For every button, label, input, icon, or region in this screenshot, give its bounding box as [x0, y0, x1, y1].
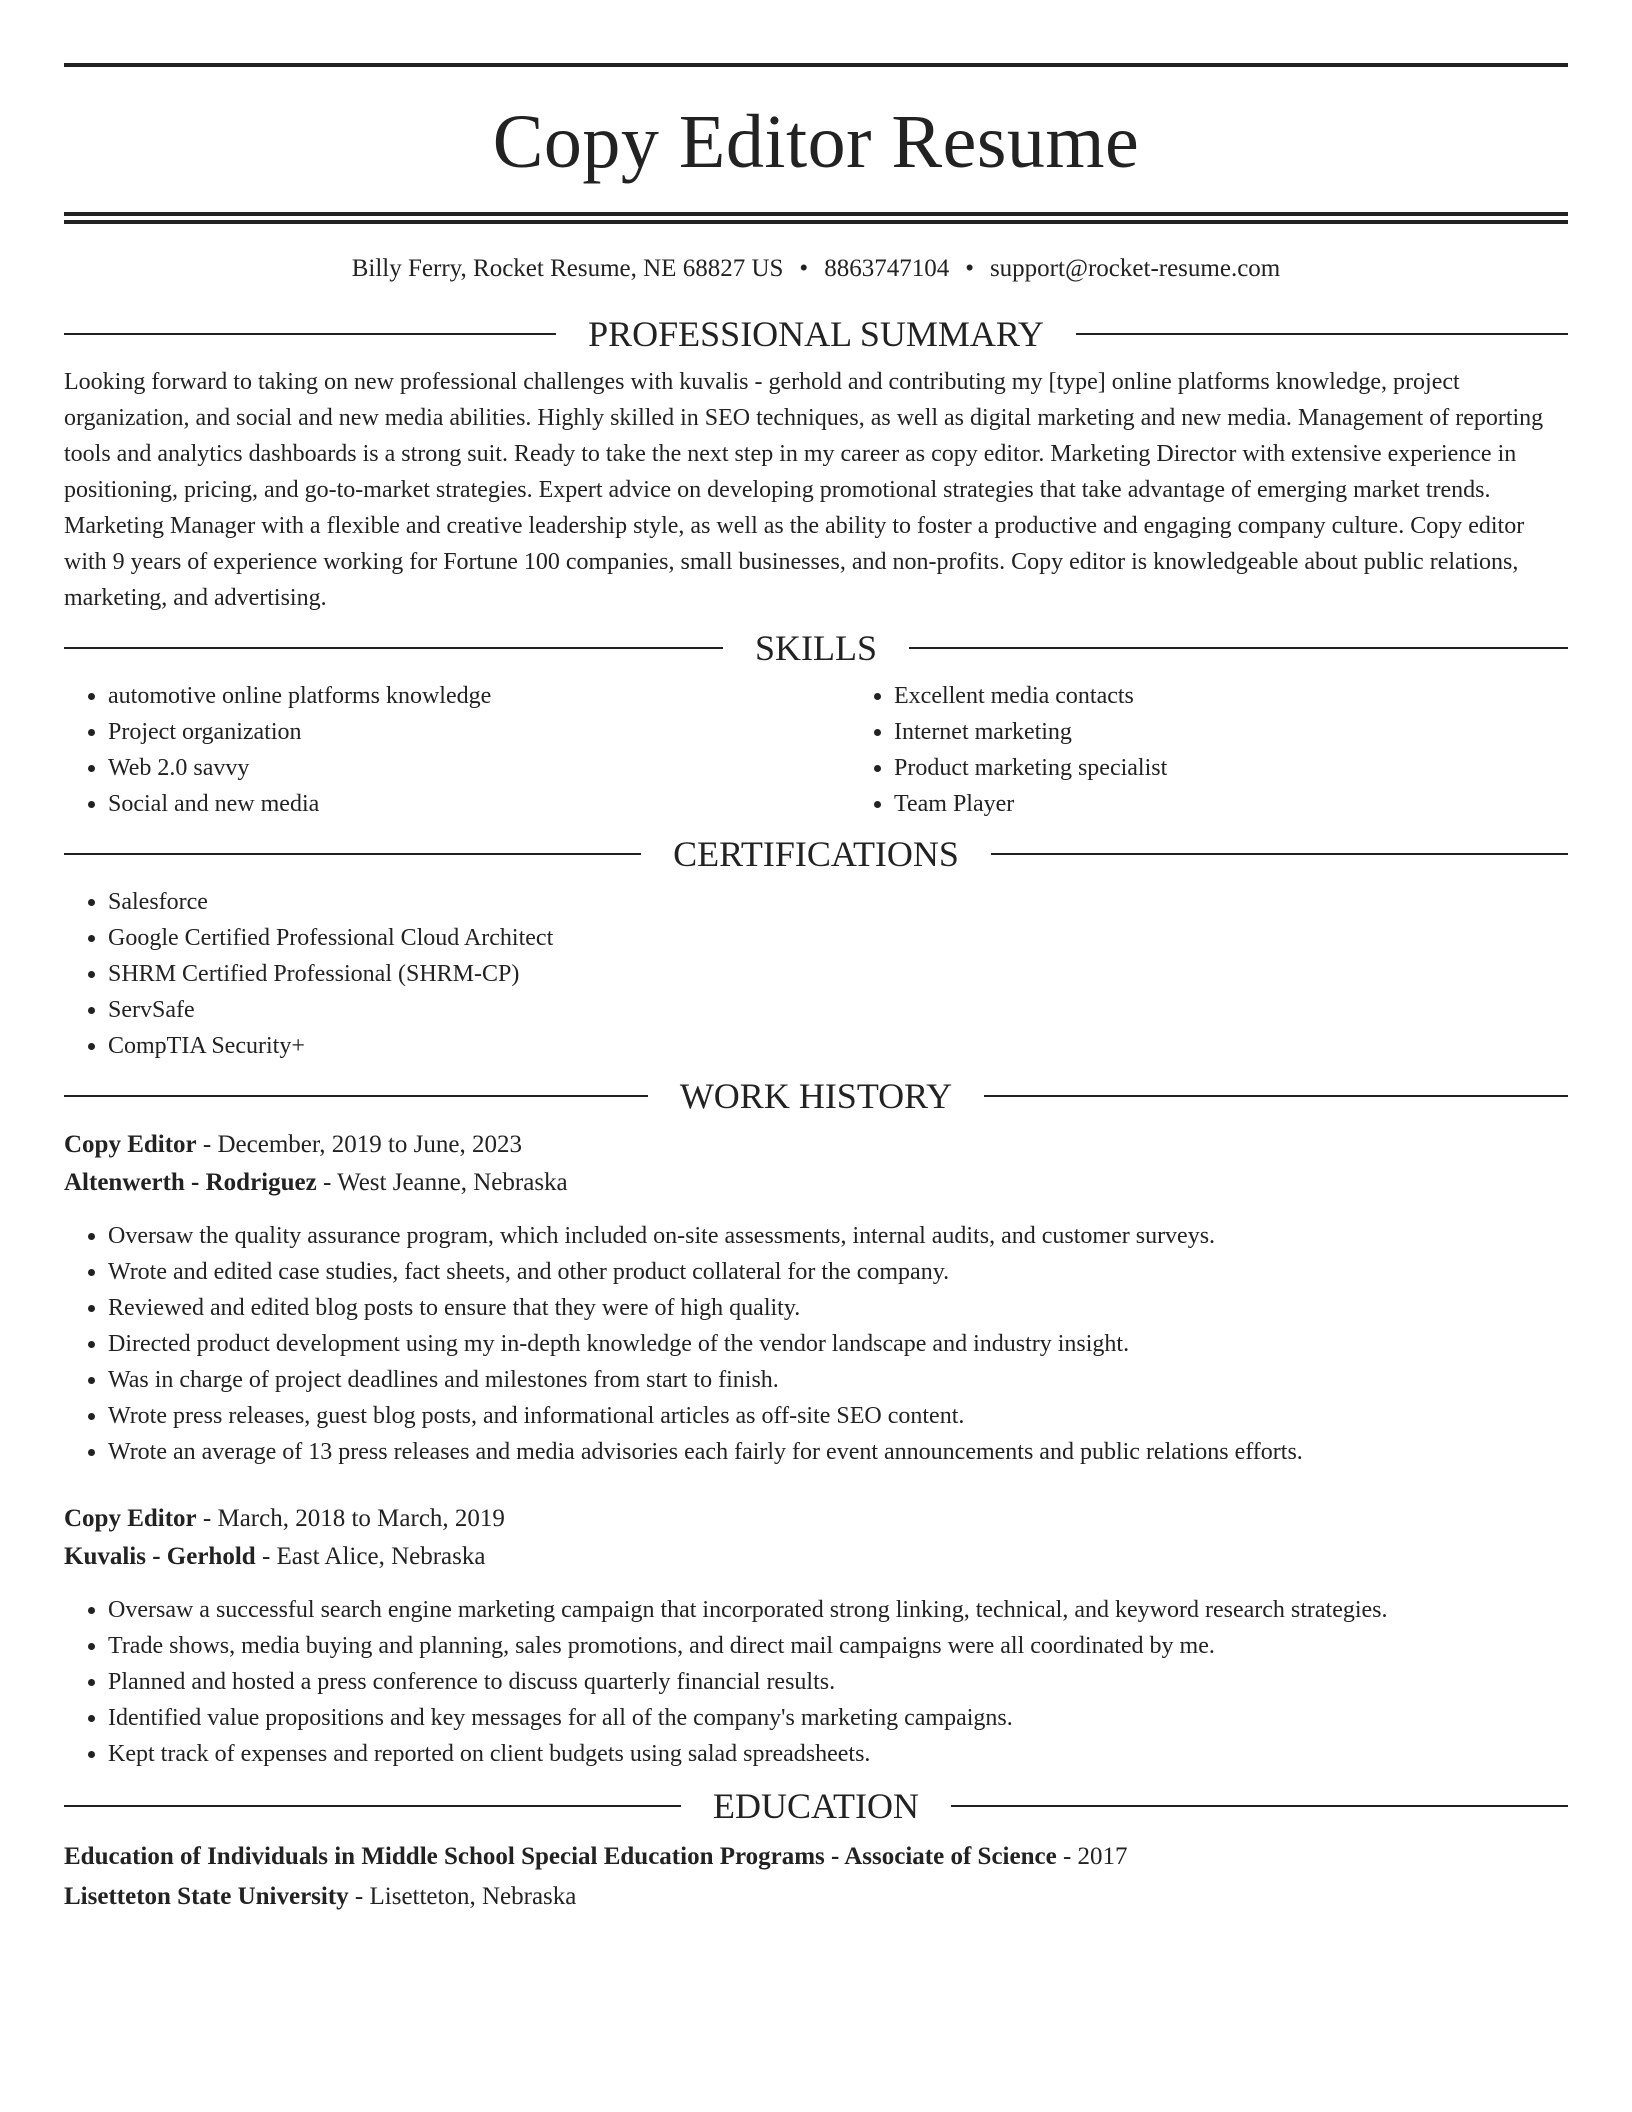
heading-rule [909, 647, 1568, 649]
job-dates: - March, 2018 to March, 2019 [196, 1505, 505, 1532]
job-duty-item: • Planned and hosted a press conference to discuss quarterly financial results. [108, 1664, 1568, 1700]
job-company: Altenwerth - Rodriguez [64, 1169, 317, 1196]
heading-rule [991, 853, 1568, 855]
education-location: - Lisetteton, Nebraska [348, 1883, 577, 1910]
education-year: - 2017 [1056, 1843, 1128, 1870]
education-degree-line [64, 1838, 1568, 1876]
page-title: Copy Editor Resume [492, 100, 1140, 184]
heading-rule [64, 1095, 648, 1097]
job-duty-item: • Directed product development using my in-depth knowledge of the vendor landscape and industry insight. [108, 1326, 1568, 1362]
section-heading-work-history [64, 1076, 1568, 1116]
job-duty-item: • Oversaw a successful search engine marketing campaign that incorporated strong linking, technical, and keyword research strategies. [108, 1592, 1568, 1628]
skill-item: • Excellent media contacts [894, 678, 1167, 714]
section-title: WORK HISTORY [679, 1076, 953, 1116]
certification-item: • CompTIA Security+ [108, 1028, 1568, 1064]
certification-item: • ServSafe [108, 992, 1568, 1028]
section-heading-skills [64, 628, 1568, 668]
education-degree: Education of Individuals in Middle School Special Education Programs - Associate of Science [64, 1843, 1057, 1870]
section-heading-summary [64, 314, 1568, 354]
job-location: - East Alice, Nebraska [255, 1543, 486, 1570]
job-duty-item: • Was in charge of project deadlines and milestones from start to finish. [108, 1362, 1568, 1398]
job-duty-item: • Wrote an average of 13 press releases and media advisories each fairly for event announcements and public relations efforts. [108, 1434, 1568, 1470]
section-title: CERTIFICATIONS [673, 834, 959, 874]
skill-item: • Project organization [108, 714, 850, 750]
job-duty-item: • Reviewed and edited blog posts to ensure that they were of high quality. [108, 1290, 1568, 1326]
heading-rule [64, 853, 641, 855]
skill-item: • Team Player [894, 786, 1167, 822]
job-duties-list [64, 1218, 1568, 1470]
job-duty-item: • Wrote and edited case studies, fact sheets, and other product collateral for the company. [108, 1254, 1568, 1290]
job-duty-item: • Identified value propositions and key messages for all of the company's marketing campaigns. [108, 1700, 1568, 1736]
skill-item: • Social and new media [108, 786, 850, 822]
certification-item: • Salesforce [108, 884, 1568, 920]
heading-rule [984, 1095, 1568, 1097]
job-company-line [64, 1538, 1568, 1576]
contact-phone: 8863747104 [824, 255, 950, 282]
job-duty-item: • Oversaw the quality assurance program, which included on-site assessments, internal audits, and customer surveys. [108, 1218, 1568, 1254]
skill-item: • Internet marketing [894, 714, 1167, 750]
job-title: Copy Editor [64, 1505, 197, 1532]
certifications-list [64, 884, 1568, 1064]
section-title: SKILLS [755, 628, 878, 668]
skills-grid [64, 678, 1568, 822]
skills-list-right [850, 678, 1167, 822]
section-heading-education [64, 1786, 1568, 1826]
job-dates: - December, 2019 to June, 2023 [196, 1131, 522, 1158]
contact-address: Billy Ferry, Rocket Resume, NE 68827 US [351, 255, 784, 282]
skill-item: • Web 2.0 savvy [108, 750, 850, 786]
contact-line [64, 254, 1568, 284]
heading-rule [64, 333, 556, 335]
heading-rule [64, 647, 723, 649]
job-company-line [64, 1164, 1568, 1202]
skill-item: • Product marketing specialist [894, 750, 1167, 786]
section-title: EDUCATION [713, 1786, 919, 1826]
section-title: PROFESSIONAL SUMMARY [588, 314, 1044, 354]
certification-item: • SHRM Certified Professional (SHRM-CP) [108, 956, 1568, 992]
job-duty-item: • Trade shows, media buying and planning, sales promotions, and direct mail campaigns were all coordinated by me. [108, 1628, 1568, 1664]
education-school-line [64, 1878, 1568, 1916]
job-location: - West Jeanne, Nebraska [316, 1169, 568, 1196]
job-duty-item: • Kept track of expenses and reported on client budgets using salad spreadsheets. [108, 1736, 1568, 1772]
contact-separator: • [965, 255, 974, 282]
skills-list-left [64, 678, 850, 822]
heading-rule [64, 1805, 681, 1807]
job-title-line [64, 1126, 1568, 1164]
title-double-rule [64, 212, 1568, 224]
heading-rule [951, 1805, 1568, 1807]
job-title: Copy Editor [64, 1131, 197, 1158]
education-school: Lisetteton State University [64, 1883, 349, 1910]
skill-item: • automotive online platforms knowledge [108, 678, 850, 714]
job-duty-item: • Wrote press releases, guest blog posts, and informational articles as off-site SEO content. [108, 1398, 1568, 1434]
job-title-line [64, 1500, 1568, 1538]
certification-item: • Google Certified Professional Cloud Architect [108, 920, 1568, 956]
heading-rule [1076, 333, 1568, 335]
job-entry [64, 1126, 1568, 1470]
section-heading-certifications [64, 834, 1568, 874]
contact-separator: • [799, 255, 809, 282]
summary-text: Looking forward to taking on new professional challenges with kuvalis - gerhold and contributing my [type] online platforms knowledge, project organization, and social and new media abilities. Highly skilled in SEO techniques, as well as digital marketing and new media. Management of reporting tools and analytics dashboards is a strong suit. Ready to take the next step in my career as copy editor. Marketing Director with extensive experience in positioning, pricing, and go-to-market strategies. Expert advice on developing promotional strategies that take advantage of emerging market trends. Marketing Manager with a flexible and creative leadership style, as well as the ability to foster a productive and engaging company culture. Copy editor with 9 years of experience working for Fortune 100 companies, small businesses, and non-profits. Copy editor is knowledgeable about public relations, marketing, and advertising. [64, 369, 1544, 611]
contact-email[interactable]: support@rocket-resume.com [989, 255, 1281, 282]
job-duties-list [64, 1592, 1568, 1772]
job-entry [64, 1500, 1568, 1772]
education-entry [64, 1838, 1568, 1916]
job-company: Kuvalis - Gerhold [64, 1543, 256, 1570]
